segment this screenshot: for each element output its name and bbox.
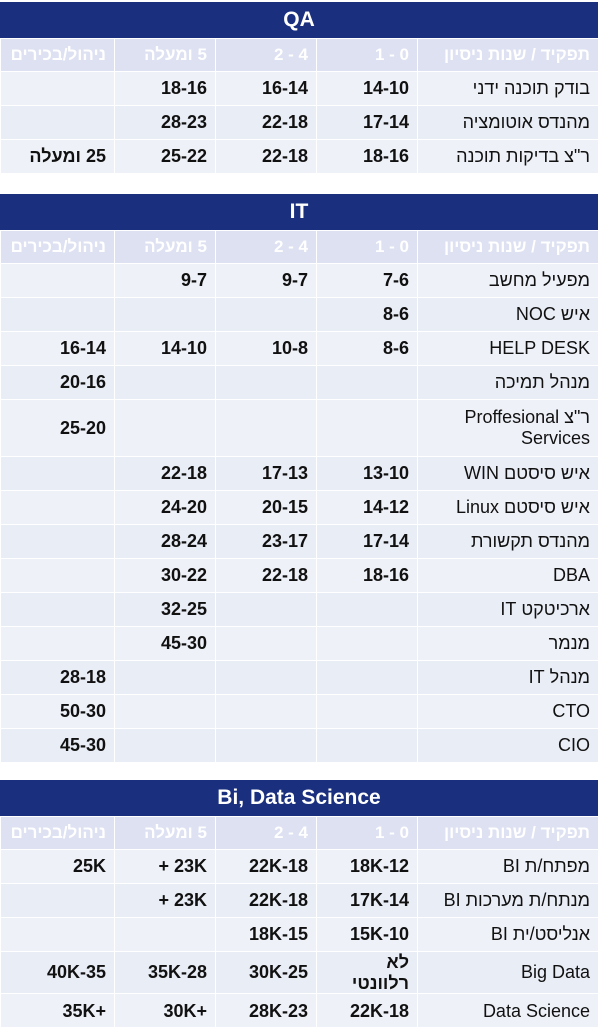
cell-management — [1, 491, 115, 525]
table-row — [1, 729, 599, 763]
cell-role: HELP DESK — [418, 332, 599, 366]
cell-years-0-1 — [317, 695, 418, 729]
cell-years-0-1: 8-6 — [317, 298, 418, 332]
cell-years-5-plus: 30-22 — [115, 559, 216, 593]
header-years-2-4: 4 - 2 — [216, 817, 317, 850]
cell-years-2-4: 22K-18 — [216, 850, 317, 884]
cell-years-0-1 — [317, 661, 418, 695]
cell-role: DBA — [418, 559, 599, 593]
header-years-2-4: 4 - 2 — [216, 231, 317, 264]
cell-years-2-4: 23-17 — [216, 525, 317, 559]
table-row — [1, 72, 599, 106]
cell-role: מפתח/ת BI — [418, 850, 599, 884]
section-title: QA — [0, 2, 598, 38]
cell-management — [1, 559, 115, 593]
cell-years-2-4: 16-14 — [216, 72, 317, 106]
cell-years-0-1: 18-16 — [317, 140, 418, 174]
table-row — [1, 884, 599, 918]
header-years-0-1: 0 - 1 — [317, 39, 418, 72]
cell-years-0-1: 7-6 — [317, 264, 418, 298]
cell-role: מנמר — [418, 627, 599, 661]
cell-role: Big Data — [418, 952, 599, 994]
table-row — [1, 850, 599, 884]
cell-management — [1, 525, 115, 559]
cell-role: Data Science — [418, 994, 599, 1028]
cell-years-0-1 — [317, 593, 418, 627]
header-years-5-plus: 5 ומעלה — [115, 231, 216, 264]
cell-role: איש NOC — [418, 298, 599, 332]
cell-years-0-1 — [317, 627, 418, 661]
header-years-0-1: 0 - 1 — [317, 231, 418, 264]
cell-years-2-4 — [216, 593, 317, 627]
cell-management: 28-18 — [1, 661, 115, 695]
bi-table — [0, 816, 599, 1028]
cell-management: +35K — [1, 994, 115, 1028]
cell-years-5-plus: 24-20 — [115, 491, 216, 525]
table-row — [1, 661, 599, 695]
cell-years-5-plus: 23K + — [115, 884, 216, 918]
cell-management — [1, 264, 115, 298]
qa-table — [0, 38, 599, 174]
cell-role: ר"צ בדיקות תוכנה — [418, 140, 599, 174]
cell-years-5-plus: 28-24 — [115, 525, 216, 559]
cell-role: CTO — [418, 695, 599, 729]
cell-management — [1, 457, 115, 491]
cell-years-0-1: 17K-14 — [317, 884, 418, 918]
table-row — [1, 332, 599, 366]
table-row — [1, 559, 599, 593]
cell-role: מהנדס אוטומציה — [418, 106, 599, 140]
cell-role: מנהל IT — [418, 661, 599, 695]
section-title: Bi, Data Science — [0, 780, 598, 816]
table-row — [1, 140, 599, 174]
cell-years-2-4: 22-18 — [216, 106, 317, 140]
header-management: ניהול/בכירים — [1, 231, 115, 264]
cell-years-0-1 — [317, 400, 418, 457]
cell-years-2-4: 9-7 — [216, 264, 317, 298]
cell-years-0-1: 17-14 — [317, 106, 418, 140]
cell-role: ארכיטקט IT — [418, 593, 599, 627]
cell-management: 16-14 — [1, 332, 115, 366]
cell-role: ר"צ Proffesional Services — [418, 400, 599, 457]
cell-years-5-plus: 22-18 — [115, 457, 216, 491]
cell-management: 25-20 — [1, 400, 115, 457]
cell-management — [1, 918, 115, 952]
cell-years-5-plus — [115, 695, 216, 729]
cell-management — [1, 72, 115, 106]
bi-data-science-section — [0, 780, 598, 1028]
cell-years-2-4 — [216, 661, 317, 695]
cell-years-0-1: 17-14 — [317, 525, 418, 559]
cell-years-5-plus: 14-10 — [115, 332, 216, 366]
section-title: IT — [0, 194, 598, 230]
table-row — [1, 366, 599, 400]
cell-role: בודק תוכנה ידני — [418, 72, 599, 106]
cell-management — [1, 298, 115, 332]
cell-management: 40K-35 — [1, 952, 115, 994]
cell-years-0-1: לא רלוונטי — [317, 952, 418, 994]
cell-years-0-1: 15K-10 — [317, 918, 418, 952]
cell-years-2-4 — [216, 729, 317, 763]
header-management: ניהול/בכירים — [1, 39, 115, 72]
header-role: תפקיד / שנות ניסיון — [418, 39, 599, 72]
header-years-2-4: 4 - 2 — [216, 39, 317, 72]
cell-years-2-4 — [216, 400, 317, 457]
cell-management — [1, 627, 115, 661]
cell-years-0-1: 8-6 — [317, 332, 418, 366]
cell-years-5-plus — [115, 729, 216, 763]
cell-years-0-1 — [317, 729, 418, 763]
cell-management — [1, 593, 115, 627]
cell-management — [1, 106, 115, 140]
cell-years-2-4 — [216, 695, 317, 729]
cell-years-2-4: 17-13 — [216, 457, 317, 491]
cell-role: מפעיל מחשב — [418, 264, 599, 298]
cell-years-0-1: 14-12 — [317, 491, 418, 525]
cell-role: מנתח/ת מערכות BI — [418, 884, 599, 918]
table-row — [1, 298, 599, 332]
cell-management: 20-16 — [1, 366, 115, 400]
table-row — [1, 627, 599, 661]
cell-years-5-plus: 45-30 — [115, 627, 216, 661]
cell-years-0-1: 22K-18 — [317, 994, 418, 1028]
header-years-5-plus: 5 ומעלה — [115, 817, 216, 850]
cell-years-5-plus — [115, 298, 216, 332]
cell-years-5-plus: 25-22 — [115, 140, 216, 174]
table-row — [1, 994, 599, 1028]
cell-years-2-4: 10-8 — [216, 332, 317, 366]
cell-years-0-1: 18-16 — [317, 559, 418, 593]
table-row — [1, 918, 599, 952]
header-management: ניהול/בכירים — [1, 817, 115, 850]
cell-years-2-4 — [216, 366, 317, 400]
cell-years-0-1 — [317, 366, 418, 400]
cell-years-5-plus: +30K — [115, 994, 216, 1028]
table-header-row — [1, 817, 599, 850]
header-years-5-plus: 5 ומעלה — [115, 39, 216, 72]
cell-role: CIO — [418, 729, 599, 763]
cell-years-5-plus — [115, 400, 216, 457]
table-header-row — [1, 39, 599, 72]
cell-years-5-plus: 23K + — [115, 850, 216, 884]
table-row — [1, 952, 599, 994]
cell-management: 25 ומעלה — [1, 140, 115, 174]
cell-years-0-1: 14-10 — [317, 72, 418, 106]
cell-years-5-plus: 35K-28 — [115, 952, 216, 994]
table-header-row — [1, 231, 599, 264]
header-role: תפקיד / שנות ניסיון — [418, 231, 599, 264]
cell-years-0-1: 18K-12 — [317, 850, 418, 884]
table-row — [1, 525, 599, 559]
qa-section — [0, 2, 598, 174]
cell-years-2-4: 28K-23 — [216, 994, 317, 1028]
cell-years-2-4: 22-18 — [216, 559, 317, 593]
cell-years-5-plus: 28-23 — [115, 106, 216, 140]
cell-management: 50-30 — [1, 695, 115, 729]
cell-management: 25K — [1, 850, 115, 884]
cell-role: מהנדס תקשורת — [418, 525, 599, 559]
cell-years-0-1: 13-10 — [317, 457, 418, 491]
table-row — [1, 593, 599, 627]
cell-years-2-4: 22-18 — [216, 140, 317, 174]
table-row — [1, 457, 599, 491]
cell-years-2-4: 20-15 — [216, 491, 317, 525]
table-row — [1, 491, 599, 525]
cell-years-2-4: 30K-25 — [216, 952, 317, 994]
cell-role: איש סיסטם WIN — [418, 457, 599, 491]
cell-years-5-plus: 9-7 — [115, 264, 216, 298]
it-table — [0, 230, 599, 763]
cell-years-2-4: 18K-15 — [216, 918, 317, 952]
cell-management — [1, 884, 115, 918]
table-row — [1, 106, 599, 140]
cell-years-5-plus — [115, 918, 216, 952]
it-section — [0, 194, 598, 763]
header-role: תפקיד / שנות ניסיון — [418, 817, 599, 850]
table-row — [1, 400, 599, 457]
header-years-0-1: 0 - 1 — [317, 817, 418, 850]
cell-role: מנהל תמיכה — [418, 366, 599, 400]
cell-years-2-4 — [216, 298, 317, 332]
cell-role: אנליסט/ית BI — [418, 918, 599, 952]
cell-years-5-plus: 32-25 — [115, 593, 216, 627]
cell-years-5-plus: 18-16 — [115, 72, 216, 106]
cell-years-5-plus — [115, 661, 216, 695]
cell-years-2-4: 22K-18 — [216, 884, 317, 918]
cell-years-2-4 — [216, 627, 317, 661]
cell-years-5-plus — [115, 366, 216, 400]
cell-management: 45-30 — [1, 729, 115, 763]
cell-role: איש סיסטם Linux — [418, 491, 599, 525]
table-row — [1, 695, 599, 729]
table-row — [1, 264, 599, 298]
